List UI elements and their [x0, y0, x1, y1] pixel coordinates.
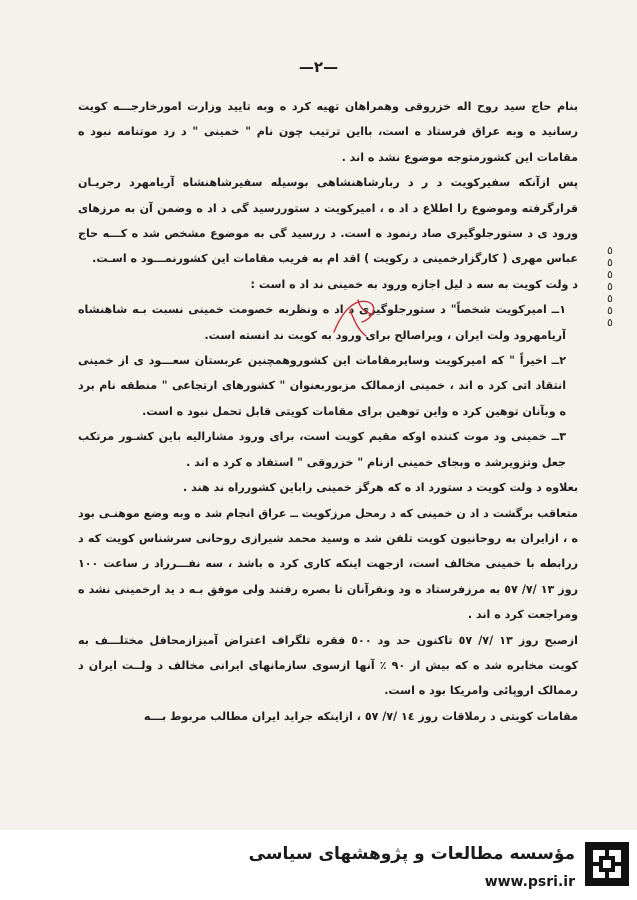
watermark-footer [0, 830, 637, 900]
paragraph-9: ازصبح روز ١٣ /٧/ ٥٧ تاکنون حد ود ٥٠٠ فقره تلگراف اعتراض آمیزازمحافل مختلـــف به کویت مخابره شد ه که بیش از ٩٠ ٪ آنها ازسوی سازمانهای ایرانی مخالف د ولــت ایران د رممالک اروپائی وامریکا بود ه است. [78, 633, 578, 698]
website-link[interactable]: www.psri.ir [484, 874, 575, 890]
document-body [78, 94, 578, 729]
reason-3: ٣ــ خمینی ود موت کننده اوکه مقیم کویت است، برای ورود مشارالیه باین کشـور مرتکب جعل وتزویرشد ه وبجای خمینی ازنام " خزروقی " استفاد ه کرد ه اند . [78, 430, 566, 469]
paragraph-10: مقامات کویتی د رملاقات روز ١٤ /٧/ ٥٧ ، ازاینکه جراید ایران مطالب مربوط بـــه [143, 709, 578, 723]
paragraph-8: متعاقب برگشت د اد ن خمینی که د رمحل مرزکویت ــ عراق انجام شد ه وبه وضع موهنـی بود ه ، ازایران به روحانیون کویت تلفن شد ه وسید محمد شیرازی روحانی سرشناس کویت که د ررابطه با خمینی مخالف است، ازجهت اینکه کاری کرد ه باشد ، سه نفـــرراد ر ساعت ١٠٠ روز ١٣ /٧/ ٥٧ به مرزفرستاد ه ود ونفرآنان تا بصره رفتند ولی موفق بـه د ید ارخمینی نشد ه ومراجعت کرد ه اند . [78, 506, 578, 622]
institute-logo-icon [585, 842, 629, 886]
reason-1: ١ــ امیرکویت شخصاً" د ستورجلوگیری د اد ه ونظربه خصومت خمینی نسبت بـه شاهنشاه آریامهرود ولت ایران ، ویراصالح برای ورود به کویت ند انسته است. [78, 303, 566, 342]
reason-2: ٢ــ اخیراً " که امیرکویت وسایرمقامات این کشوروهمچنین عربستان سعـــود ی از خمینی انتقاد اتی کرد ه اند ، خمینی ازممالک مزبوربعنوان " کشورهای ارتجاعی " منطقه نام برد ه وبآنان توهین کرد ه واین توهین برای مقامات کویتی قابل تحمل نبود ه است. [78, 354, 566, 418]
paragraph-7: بعلاوه د ولت کویت د ستورد اد ه که هرگز خمینی راباین کشورراه ند هند . [183, 481, 578, 495]
institute-name: مؤسسه مطالعات و پژوهشهای سیاسی [248, 844, 575, 864]
paragraph-3: د ولت کویت به سه د لیل اجازه ورود به خمینی ند اد ه است : [250, 277, 578, 291]
paragraph-2: پس ازآنکه سفیرکویت د ر د ربارشاهنشاهی بوسیله سفیرشاهنشاه آریامهرد رجریـان قرارگرفته وموضوع را اطلاع د اد ه ، امیرکویت د ستوررسید گی د اد ه وضمن آن به مرزهای ورود ی د ستورجلوگیری صاد رنمود ه است. د ررسید گی به موضوع مشخص شد ه کـــه حاج عباس مهری ( کارگزارخمینی د رکویت ) اقد ام به فریب مقامات این کشورنمـــود ه اسـت. [78, 176, 578, 266]
page-number: —٢— [298, 58, 339, 76]
margin-marks: ٥ ٥ ٥ ٥ ٥ ٥ ٥ [607, 244, 613, 329]
handwritten-mark-icon [328, 292, 382, 340]
paragraph-1: بنام حاج سید روح اله خزروقی وهمراهان تهیه کرد ه وبه تایید وزارت امورخارجـــه کویت رسانید ه وبه عراق فرستاد ه است، بااین ترتیب چون نام " خمینی " د رد موتنامه نبود ه مقامات این کشورمتوجه موضوع نشد ه اند . [78, 100, 578, 164]
